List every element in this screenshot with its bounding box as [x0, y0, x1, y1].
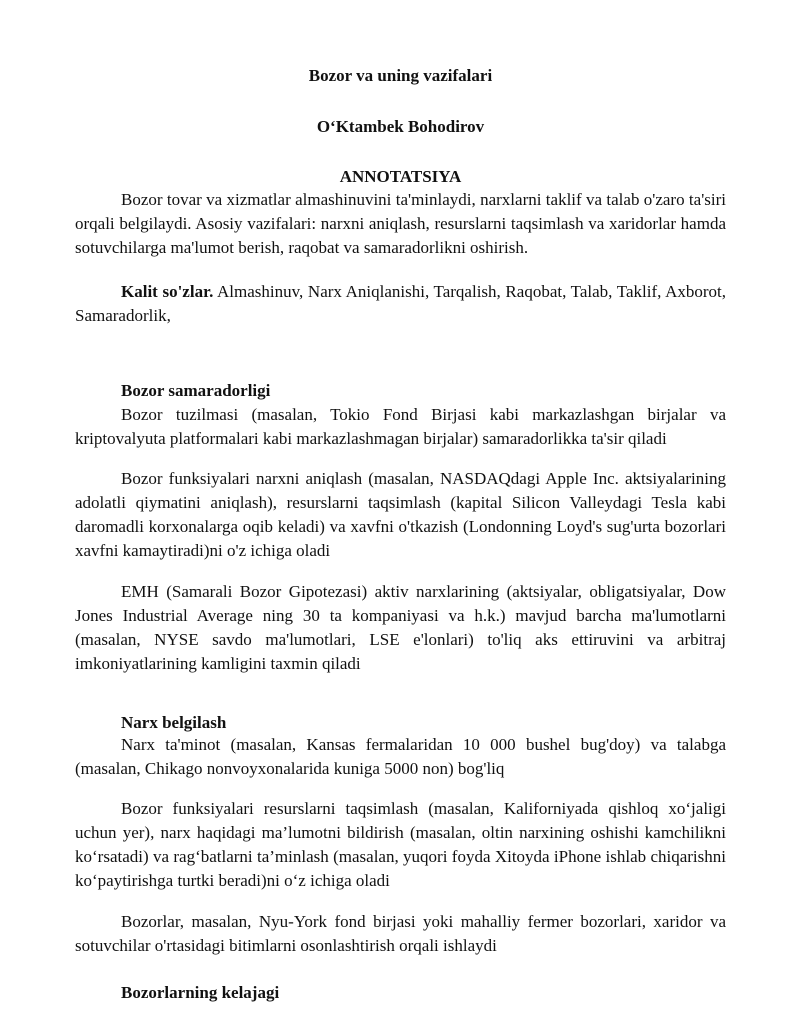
keywords-label: Kalit so'zlar. [121, 282, 214, 301]
abstract-heading: ANNOTATSIYA [339, 167, 462, 186]
section-heading: Narx belgilash [121, 713, 227, 732]
document-author: O‘Ktambek Bohodirov [316, 117, 485, 136]
section-paragraph: EMH (Samarali Bozor Gipotezasi) aktiv narxlarining (aktsiyalar, obligatsiyalar, Dow Jones Industrial Average ning 30 ta kompaniyasi va h.k.) mavjud barcha ma'lumotlarni (masalan, NYSE savdo ma'lumotlari, LSE e'lonlari) to'liq aks ettiruvini va arbitraj imkoniyatlarining kamligini taxmin qiladi [75, 582, 726, 673]
section-paragraph: Bozor tuzilmasi (masalan, Tokio Fond Birjasi kabi markazlashgan birjalar va kriptovalyuta platformalari kabi markazlashmagan birjalar) samaradorlikka ta'sir qiladi [75, 405, 726, 448]
section-heading: Bozor samaradorligi [121, 381, 271, 400]
keywords-text: Almashinuv, Narx Aniqlanishi, Tarqalish, Raqobat, Talab, Taklif, Axborot, Samaradorlik, [75, 282, 726, 325]
section-paragraph: Bozorlar, masalan, Nyu-York fond birjasi yoki mahalliy fermer bozorlari, xaridor va sotuvchilar o'rtasidagi bitimlarni osonlashtirish orqali ishlaydi [75, 912, 726, 955]
keywords-paragraph [75, 280, 726, 328]
section-paragraph: Bozor funksiyalari resurslarni taqsimlash (masalan, Kaliforniyada qishloq xo‘jaligi uchun yer), narx haqidagi ma’lumotni bildirish (masalan, oltin narxining oshishi kamchilikni ko‘rsatadi) va rag‘batlarni ta’minlash (masalan, yuqori foyda Xitoyda iPhone ishlab chiqarishni ko‘paytirishga turtki beradi)ni o‘z ichiga oladi [75, 799, 726, 890]
section-paragraph: Narx ta'minot (masalan, Kansas fermalaridan 10 000 bushel bug'doy) va talabga (masalan, Chikago nonvoyxonalarida kuniga 5000 non) bog'liq [75, 735, 726, 778]
section-heading: Bozorlarning kelajagi [121, 983, 280, 1002]
document-title: Bozor va uning vazifalari [308, 66, 493, 85]
section-paragraph: Bozor funksiyalari narxni aniqlash (masalan, NASDAQdagi Apple Inc. aktsiyalarining adolatli qiymatini aniqlash), resurslarni taqsimlash (kapital Silicon Valleydagi Tesla kabi daromadli korxonalarga oqib keladi) va xavfni o'tkazish (Londonning Loyd's sug'urta bozorlari xavfni kamaytiradi)ni o'z ichiga oladi [75, 469, 726, 560]
abstract-text: Bozor tovar va xizmatlar almashinuvini ta'minlaydi, narxlarni taklif va talab o'zaro ta'siri orqali belgilaydi. Asosiy vazifalari: narxni aniqlash, resurslarni taqsimlash va xaridorlar hamda sotuvchilarga ma'lumot berish, raqobat va samaradorlikni oshirish. [75, 190, 726, 257]
